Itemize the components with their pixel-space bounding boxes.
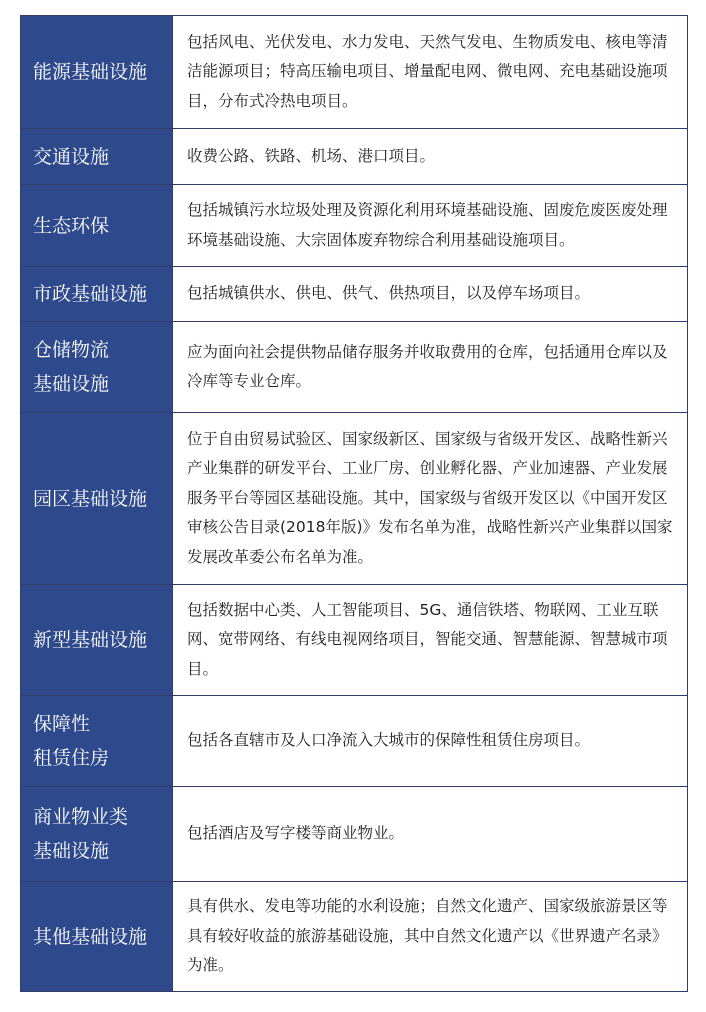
category-cell [21, 185, 173, 267]
description-text: 收费公路、铁路、机场、港口项目。 [187, 146, 436, 165]
category-label: 仓储物流 基础设施 [33, 339, 110, 395]
category-label: 新型基础设施 [33, 629, 148, 651]
category-label: 保障性 租赁住房 [33, 713, 110, 769]
table-row [21, 882, 688, 992]
table-row [21, 413, 688, 585]
category-label: 其他基础设施 [33, 925, 148, 948]
category-label: 生态环保 [33, 214, 110, 237]
description-text: 包括城镇污水垃圾处理及资源化利用环境基础设施、固废危废医废处理环境基础设施、大宗固体废弃物综合利用基础设施项目。 [187, 201, 668, 249]
category-label: 商业物业类 基础设施 [33, 806, 129, 862]
description-cell [173, 267, 688, 322]
description-text: 包括城镇供水、供电、供气、供热项目，以及停车场项目。 [187, 284, 591, 303]
description-cell [173, 185, 688, 267]
category-label: 交通设施 [33, 145, 110, 168]
category-cell [21, 16, 173, 129]
description-text: 包括酒店及写字楼等商业物业。 [187, 824, 405, 843]
category-cell [21, 322, 173, 413]
category-label: 能源基础设施 [33, 61, 148, 83]
description-cell [173, 413, 688, 585]
category-cell [21, 787, 173, 882]
table-row [21, 267, 688, 322]
category-cell [21, 882, 173, 992]
description-text: 应为面向社会提供物品储存服务并收取费用的仓库，包括通用仓库以及冷库等专业仓库。 [187, 342, 668, 390]
description-text: 具有供水、发电等功能的水利设施；自然文化遗产、国家级旅游景区等具有较好收益的旅游基础设施，其中自然文化遗产以《世界遗产名录》为准。 [187, 897, 668, 975]
category-cell [21, 267, 173, 322]
table-row [21, 585, 688, 696]
description-cell [173, 129, 688, 185]
category-cell [21, 585, 173, 696]
category-cell [21, 696, 173, 787]
category-cell [21, 413, 173, 585]
table-row [21, 322, 688, 413]
infrastructure-table [20, 15, 688, 992]
table-row [21, 185, 688, 267]
description-text: 位于自由贸易试验区、国家级新区、国家级与省级开发区、战略性新兴产业集群的研发平台、工业厂房、创业孵化器、产业加速器、产业发展服务平台等园区基础设施。其中，国家级与省级开发区以《中国开发区审核公告目录(2018年版)》发布名单为准，战略性新兴产业集群以国家发展改革委公布名单为准。 [187, 429, 673, 566]
description-cell [173, 696, 688, 787]
category-cell [21, 129, 173, 185]
category-label: 园区基础设施 [33, 487, 148, 510]
table-row [21, 129, 688, 185]
description-text: 包括各直辖市及人口净流入大城市的保障性租赁住房项目。 [187, 731, 591, 750]
table-row [21, 16, 688, 129]
description-cell [173, 585, 688, 696]
description-cell [173, 787, 688, 882]
table-row [21, 787, 688, 882]
description-cell [173, 322, 688, 413]
description-cell [173, 882, 688, 992]
description-cell [173, 16, 688, 129]
table-row [21, 696, 688, 787]
description-text: 包括数据中心类、人工智能项目、5G、通信铁塔、物联网、工业互联网、宽带网络、有线电视网络项目，智能交通、智慧能源、智慧城市项目。 [187, 600, 668, 678]
description-text: 包括风电、光伏发电、水力发电、天然气发电、生物质发电、核电等清洁能源项目；特高压输电项目、增量配电网、微电网、充电基础设施项目，分布式冷热电项目。 [187, 32, 668, 110]
category-label: 市政基础设施 [33, 283, 148, 305]
